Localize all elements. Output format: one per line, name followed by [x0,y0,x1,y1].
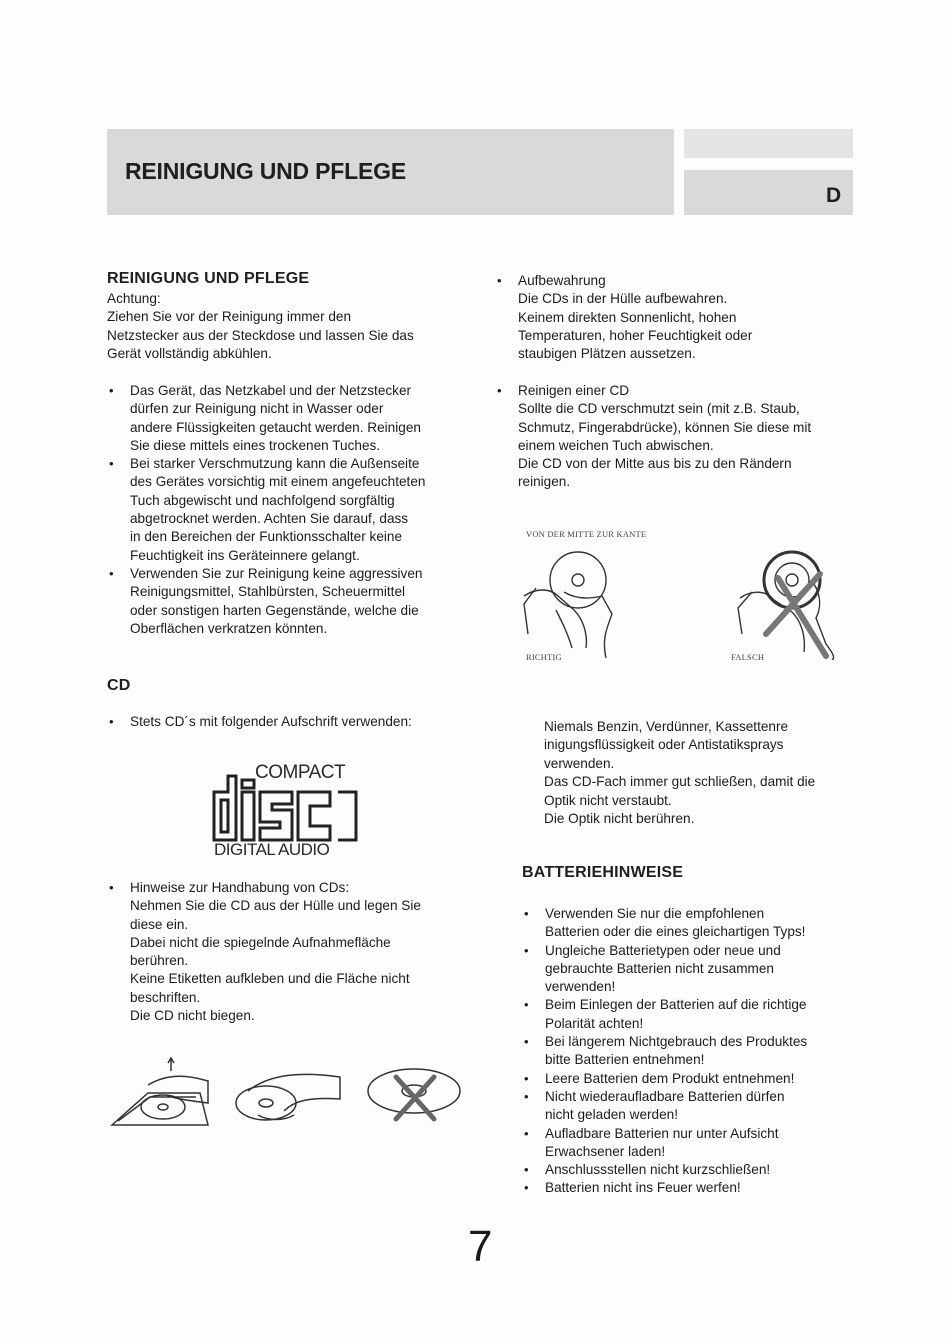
list-item-line: Batterien nicht ins Feuer werfen! [545,1180,741,1196]
list-item [522,1033,807,1070]
list-item-line: Batterien oder die eines gleichartigen Typs! [545,924,806,940]
list-item-line: staubigen Plätzen aussetzen. [518,346,696,362]
list-item-line: Erwachsener laden! [545,1143,666,1159]
bullet-icon: • [524,1180,529,1196]
list-item-line: Feuchtigkeit ins Geräteinnere gelangt. [130,547,360,563]
list-item [522,942,807,997]
intro-line: Ziehen Sie vor der Reinigung immer den [107,309,352,325]
list-item-line: Leere Batterien dem Produkt entnehmen! [545,1070,795,1086]
list-item-line: Ungleiche Batterietypen oder neue und [545,942,781,958]
intro-line: Gerät vollständig abkühlen. [107,346,272,362]
list-item [522,905,807,942]
figure-label-correct: RICHTIG [526,652,562,662]
list-item-line: dürfen zur Reinigung nicht in Wasser oder [130,401,384,417]
notes-line: inigungsflüssigkeit oder Antistatiksprays [544,737,784,753]
list-item-line: Bei starker Verschmutzung kann die Außenseite [130,456,420,472]
compact-disc-logo [210,762,360,862]
notes-line: Die Optik nicht berühren. [544,811,695,827]
bullet-icon: • [524,1125,529,1141]
list-item-line: Polarität achten! [545,1015,644,1031]
language-tab-label: D [826,184,842,207]
list-item-line: Verwenden Sie nur die empfohlenen [545,906,765,921]
list-item-line: Die CD nicht biegen. [130,1008,255,1024]
list-item-line: Keine Etiketten aufkleben und die Fläche nicht [130,971,410,987]
cd-notes [544,718,815,828]
list-item [522,996,807,1033]
notes-line: Das CD-Fach immer gut schließen, damit die [544,774,816,790]
list-item-line: Anschlussstellen nicht kurzschließen! [545,1162,771,1178]
list-item [107,565,425,638]
list-item-line: Sie diese mittels eines trockenen Tuches. [130,437,381,453]
list-item [522,1125,807,1162]
bullet-icon: • [524,997,529,1013]
list-item-line: Sollte die CD verschmutzt sein (mit z.B. Staub, [518,401,800,417]
list-item-line: Dabei nicht die spiegelnde Aufnahmefläche [130,934,391,950]
bullet-icon: • [109,456,114,472]
list-item-line: Oberflächen verkratzen könnten. [130,620,328,636]
storage-bullet-list [495,272,752,363]
list-item [495,382,811,492]
list-item [522,1161,807,1179]
bullet-icon: • [524,1162,529,1178]
notes-line: verwenden. [544,755,615,771]
list-item-line: Die CDs in der Hülle aufbewahren. [518,291,728,307]
bullet-icon: • [524,1034,529,1050]
list-item-line: abgetrocknet werden. Achten Sie darauf, dass [130,511,409,527]
cd-handling-illustration [108,1055,468,1135]
list-item [522,1179,807,1197]
bullet-icon: • [524,942,529,958]
list-item-line: gebrauchte Batterien nicht zusammen [545,960,774,976]
section-heading-batteries: BATTERIEHINWEISE [522,864,684,881]
battery-bullet-list [522,905,807,1198]
list-item-line: berühren. [130,953,189,969]
bullet-icon: • [524,906,529,921]
cd-cleaning-bullet-list [495,382,811,492]
cd-bullet-list [107,713,412,731]
list-item-line: Stets CD´s mit folgender Aufschrift verwenden: [130,714,412,729]
list-item-line: einem weichen Tuch abwischen. [518,437,714,453]
list-item-line: Keinem direkten Sonnenlicht, hohen [518,309,737,325]
list-item [107,713,412,731]
list-item-line: reinigen. [518,474,571,490]
list-item-line: Die CD von der Mitte aus bis zu den Rändern [518,456,792,472]
bullet-icon: • [109,880,114,895]
list-item-line: Reinigungsmittel, Stahlbürsten, Scheuermittel [130,584,406,600]
bullet-icon: • [497,273,502,288]
list-item-line: in den Bereichen der Funktionsschalter keine [130,529,403,545]
intro-line: Netzstecker aus der Steckdose und lassen Sie das [107,327,414,343]
figure-caption: VON DER MITTE ZUR KANTE [526,529,647,539]
section-heading-cleaning: REINIGUNG UND PFLEGE [107,270,310,287]
list-item-line: diese ein. [130,916,189,932]
bullet-icon: • [109,565,114,581]
bullet-icon: • [109,383,114,398]
list-item-line: nicht geladen werden! [545,1107,679,1123]
bullet-icon: • [109,714,114,729]
cleaning-bullet-list [107,382,425,638]
intro-line: Achtung: [107,291,161,306]
list-item-line: Hinweise zur Handhabung von CDs: [130,880,350,895]
cleaning-intro [107,290,414,364]
list-item [107,382,425,455]
list-item [522,1070,807,1088]
list-item [522,1088,807,1125]
list-item-line: andere Flüssigkeiten getaucht werden. Reinigen [130,419,421,435]
page-number: 7 [468,1222,493,1271]
list-item-line: Aufladbare Batterien nur unter Aufsicht [545,1125,779,1141]
list-item-line: Nehmen Sie die CD aus der Hülle und legen Sie [130,898,421,914]
list-item [107,455,425,565]
figure-label-wrong: FALSCH [731,652,765,662]
logo-digital-audio-text: DIGITAL AUDIO [214,840,330,859]
cd-cleaning-illustration [516,548,846,660]
list-item-line: Schmutz, Fingerabdrücke), können Sie diese mit [518,419,812,435]
list-item-line: beschriften. [130,989,201,1005]
section-heading-cd: CD [107,677,131,694]
list-item-line: Das Gerät, das Netzkabel und der Netzstecker [130,383,412,398]
handling-bullet-list [107,879,421,1025]
list-item-line: Temperaturen, hoher Feuchtigkeit oder [518,327,753,343]
list-item-line: Bei längerem Nichtgebrauch des Produktes [545,1034,808,1050]
bullet-icon: • [497,383,502,398]
list-item-line: Reinigen einer CD [518,383,630,398]
list-item-line: oder sonstigen harten Gegenstände, welche die [130,602,419,618]
header-tab-top [684,129,853,158]
page-title: REINIGUNG UND PFLEGE [125,158,406,184]
list-item [107,879,421,1025]
list-item-line: Aufbewahrung [518,273,606,288]
list-item-line: Verwenden Sie zur Reinigung keine aggressiven [130,565,423,581]
notes-line: Optik nicht verstaubt. [544,792,672,808]
list-item-line: Nicht wiederaufladbare Batterien dürfen [545,1088,785,1104]
bullet-icon: • [524,1070,529,1086]
list-item-line: des Gerätes vorsichtig mit einem angefeuchteten [130,474,426,490]
list-item [495,272,752,363]
list-item-line: bitte Batterien entnehmen! [545,1052,705,1068]
list-item-line: verwenden! [545,979,616,995]
list-item-line: Beim Einlegen der Batterien auf die richtige [545,997,807,1013]
list-item-line: Tuch abgewischt und nachfolgend sorgfältig [130,492,395,508]
logo-compact-text: COMPACT [255,762,346,783]
notes-line: Niemals Benzin, Verdünner, Kassettenre [544,719,789,734]
bullet-icon: • [524,1088,529,1104]
